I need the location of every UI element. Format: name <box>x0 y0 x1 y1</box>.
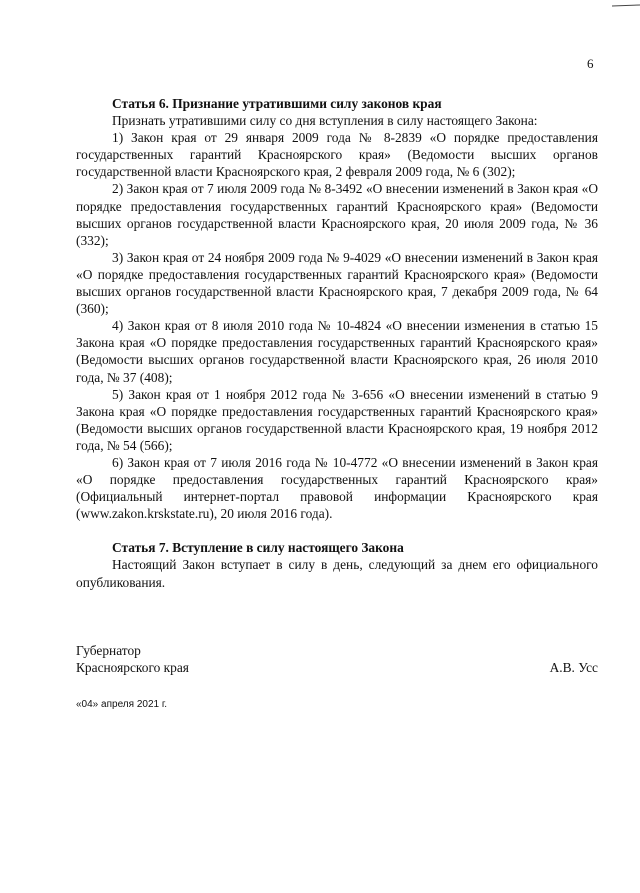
list-item: 3) Закон края от 24 ноября 2009 года № 9-4029 «О внесении изменений в Закон края «О порядке предоставления государственных гарантий Красноярского края» (Ведомости высших органов государственной власти Красноярского края, 7 декабря 2009 года, № 64 (360); <box>76 249 598 317</box>
article-6-intro: Признать утратившими силу со дня вступления в силу настоящего Закона: <box>112 113 538 129</box>
signature-block <box>76 642 598 676</box>
list-item: 5) Закон края от 1 ноября 2012 года № 3-656 «О внесении изменений в статью 9 Закона края «О порядке предоставления государственных гарантий Красноярского края» (Ведомости высших органов государственной власти Красноярского края, 19 ноября 2012 года, № 54 (566); <box>76 386 598 453</box>
list-item: 2) Закон края от 7 июля 2009 года № 8-3492 «О внесении изменений в Закон края «О порядке предоставления государственных гарантий Красноярского края» (Ведомости высших органов государственной власти Красноярского края, 20 июля 2009 года, № 36 (332); <box>76 181 598 248</box>
list-item: 1) Закон края от 29 января 2009 года № 8-2839 «О порядке предоставления государственных гарантий Красноярского края» (Ведомости высших органов государственной власти Красноярского края, 2 февраля 2009 года, № 6 (302); <box>76 130 598 180</box>
page-number: 6 <box>587 56 594 71</box>
article-7-heading: Статья 7. Вступление в силу настоящего Закона <box>112 540 404 556</box>
repealed-laws-list <box>76 129 598 522</box>
signed-date: «04» апреля 2021 г. <box>76 699 168 710</box>
article-6-heading: Статья 6. Признание утратившими силу законов края <box>112 96 442 111</box>
scan-artifact-mark <box>610 0 640 12</box>
document-body <box>76 95 598 676</box>
signatory-name: А.В. Усс <box>549 659 598 675</box>
list-item: 4) Закон края от 8 июля 2010 года № 10-4824 «О внесении изменения в статью 15 Закона края «О порядке предоставления государственных гарантий Красноярского края» (Ведомости высших органов государственной власти Красноярского края, 26 июля 2010 года, № 37 (408); <box>76 318 598 385</box>
signatory-title <box>76 642 189 676</box>
signatory-position: Губернатор <box>76 642 141 658</box>
article-7-text: Настоящий Закон вступает в силу в день, следующий за днем его официального опубликования. <box>76 557 598 590</box>
signatory-region: Красноярского края <box>76 659 189 675</box>
list-item: 6) Закон края от 7 июля 2016 года № 10-4772 «О внесении изменений в Закон края «О порядке предоставления государственных гарантий Красноярского края» (Официальный интернет-портал правовой информации Красноярского края (www.zakon.krskstate.ru), 20 июля 2016 года). <box>76 454 598 522</box>
